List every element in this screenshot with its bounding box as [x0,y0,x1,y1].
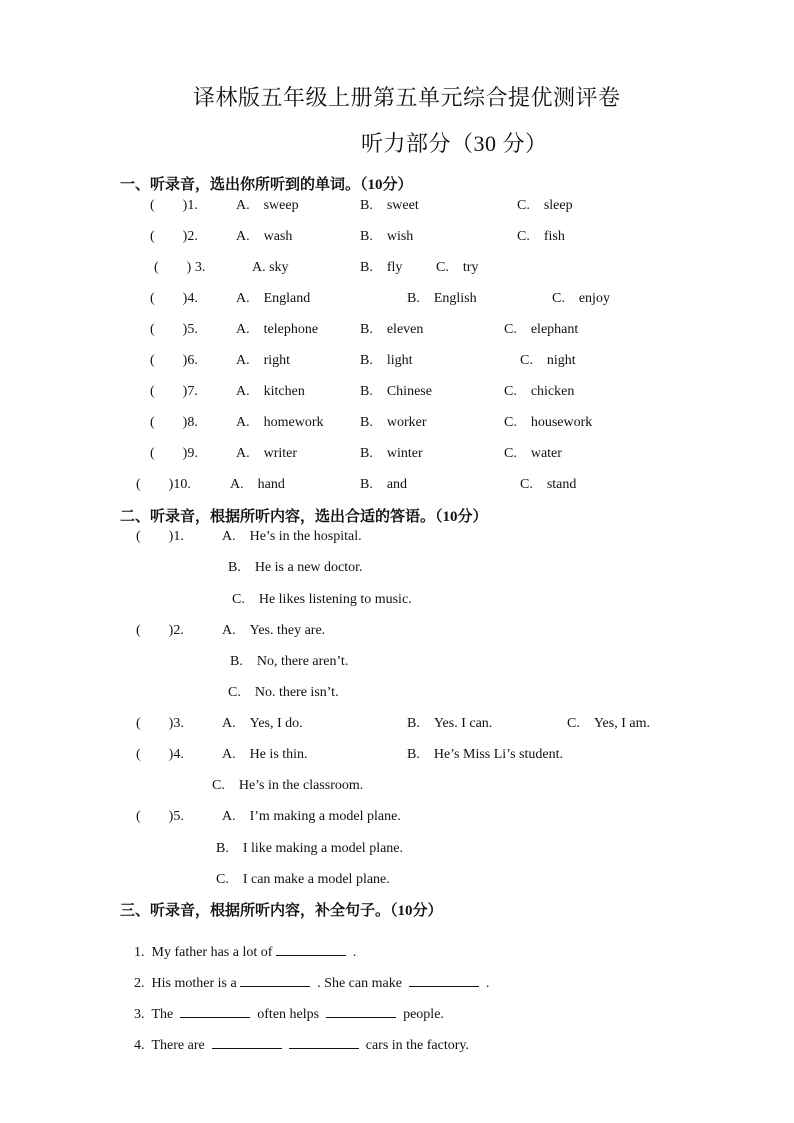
section-2-heading: 二、听录音，根据所听内容，选出合适的答语。（10分） [120,509,488,525]
answer-bracket[interactable]: ( )5. [150,322,198,337]
answer-bracket[interactable]: ( )1. [150,198,198,213]
option-c: C. fish [517,229,565,244]
option-c: C. He’s in the classroom. [212,778,364,793]
sentence-text: . She can make [317,976,402,991]
page-subtitle: 听力部分（30 分） [361,131,548,156]
option-c: C. night [520,353,576,368]
option-b: B. sweet [360,198,419,213]
option-c: C. housework [504,415,593,430]
option-b: B. fly [360,260,403,275]
option-b: B. No, there aren’t. [230,654,349,669]
section-3-heading: 三、听录音，根据所听内容，补全句子。（10分） [120,903,443,919]
sentence-text: often helps [257,1007,320,1022]
option-a: A. sweep [236,198,299,213]
answer-bracket[interactable]: ( )3. [136,716,184,731]
answer-bracket[interactable]: ( )4. [136,747,184,762]
answer-bracket[interactable]: ( ) 3. [154,260,206,275]
sentence-number: 4. [134,1038,145,1053]
option-a: A. He’s in the hospital. [222,529,362,544]
option-a: A. telephone [236,322,319,337]
answer-bracket[interactable]: ( )8. [150,415,198,430]
answer-bracket[interactable]: ( )5. [136,809,184,824]
option-a: A. sky [252,260,289,275]
option-c: C. try [436,260,479,275]
option-b: B. worker [360,415,427,430]
option-c: C. water [504,446,562,461]
option-c: C. chicken [504,384,575,399]
answer-bracket[interactable]: ( )10. [136,477,191,492]
option-b: B. Yes. I can. [407,716,493,731]
sentence-text: There are [151,1038,205,1053]
answer-bracket[interactable]: ( )4. [150,291,198,306]
option-b: B. I like making a model plane. [216,841,404,856]
option-b: B. winter [360,446,423,461]
sentence-text: people. [403,1007,444,1022]
option-a: A. wash [236,229,293,244]
fill-sentence-4 [127,1016,469,1055]
option-b: B. He is a new doctor. [228,560,363,575]
answer-bracket[interactable]: ( )2. [136,623,184,638]
option-a: A. Yes. they are. [222,623,326,638]
sentence-text: The [151,1007,174,1022]
option-a: A. I’m making a model plane. [222,809,401,824]
option-a: A. Yes, I do. [222,716,303,731]
option-a: A. He is thin. [222,747,308,762]
answer-blank[interactable] [212,1034,282,1049]
option-c: C. elephant [504,322,579,337]
option-c: C. enjoy [552,291,610,306]
option-a: A. writer [236,446,298,461]
answer-bracket[interactable]: ( )6. [150,353,198,368]
sentence-number: 3. [134,1007,145,1022]
option-b: B. eleven [360,322,424,337]
option-a: A. England [236,291,311,306]
sentence-number: 1. [134,945,145,960]
option-b: B. English [407,291,477,306]
answer-bracket[interactable]: ( )9. [150,446,198,461]
option-b: B. wish [360,229,414,244]
option-a: A. right [236,353,291,368]
option-a: A. hand [230,477,285,492]
option-b: B. light [360,353,413,368]
option-b: B. and [360,477,408,492]
option-c: C. Yes, I am. [567,716,650,731]
answer-bracket[interactable]: ( )7. [150,384,198,399]
sentence-text: . [352,945,357,960]
option-c: C. sleep [517,198,573,213]
answer-bracket[interactable]: ( )1. [136,529,184,544]
section-1-heading: 一、听录音，选出你所听到的单词。（10分） [120,177,413,193]
sentence-text: . [485,976,490,991]
sentence-text: His mother is a [151,976,237,991]
option-c: C. stand [520,477,577,492]
option-c: C. He likes listening to music. [232,592,412,607]
option-b: B. Chinese [360,384,432,399]
option-b: B. He’s Miss Li’s student. [407,747,563,762]
sentence-text: cars in the factory. [365,1038,469,1053]
sentence-text: My father has a lot of [151,945,273,960]
page-title: 译林版五年级上册第五单元综合提优测评卷 [193,85,621,110]
answer-blank[interactable] [289,1034,359,1049]
sentence-number: 2. [134,976,145,991]
option-a: A. kitchen [236,384,305,399]
answer-bracket[interactable]: ( )2. [150,229,198,244]
option-a: A. homework [236,415,324,430]
option-c: C. I can make a model plane. [216,872,390,887]
option-c: C. No. there isn’t. [228,685,339,700]
